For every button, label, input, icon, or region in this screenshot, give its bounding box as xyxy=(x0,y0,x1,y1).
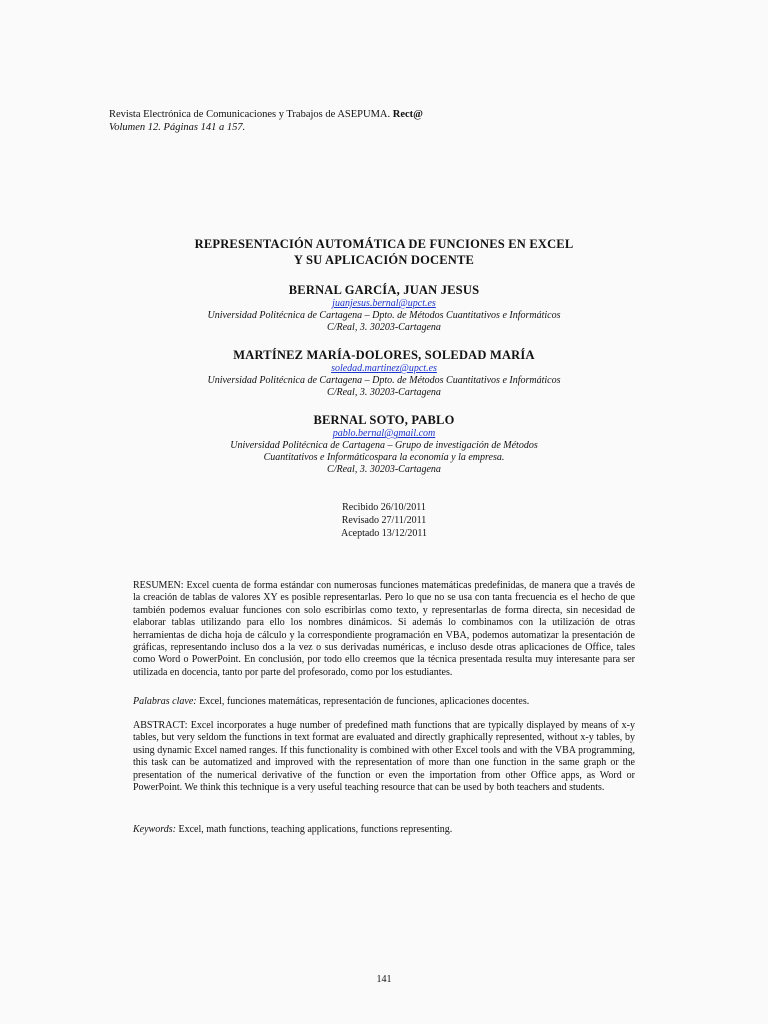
author-affiliation-line: Universidad Politécnica de Cartagena – Grupo de investigación de Métodos xyxy=(230,440,538,451)
palabras-clave-label: Palabras clave: xyxy=(133,696,197,707)
author-block-3 xyxy=(0,412,768,476)
author-email-link[interactable]: pablo.bernal@gmail.com xyxy=(332,428,436,439)
page-number: 141 xyxy=(376,974,392,985)
journal-line xyxy=(109,108,423,121)
title-line-1: REPRESENTACIÓN AUTOMÁTICA DE FUNCIONES EN EXCEL xyxy=(194,237,574,251)
author-name: BERNAL SOTO, PABLO xyxy=(313,413,455,427)
submission-dates xyxy=(0,501,768,540)
author-email-link[interactable]: soledad.martinez@upct.es xyxy=(331,363,437,374)
volume-line: Volumen 12. Páginas 141 a 157. xyxy=(109,122,246,133)
palabras-clave xyxy=(133,696,635,708)
keywords-text: Excel, math functions, teaching applications, functions representing. xyxy=(178,824,453,835)
author-address-line: C/Real, 3. 30203-Cartagena xyxy=(327,322,441,333)
keywords-label: Keywords: xyxy=(133,824,176,835)
author-name: BERNAL GARCÍA, JUAN JESUS xyxy=(288,283,480,297)
author-affiliation-line: Universidad Politécnica de Cartagena – Dpto. de Métodos Cuantitativos e Informáticos xyxy=(207,310,561,321)
author-block-1 xyxy=(0,282,768,334)
author-address-line: C/Real, 3. 30203-Cartagena xyxy=(327,464,441,475)
resumen-paragraph: RESUMEN: Excel cuenta de forma estándar con numerosas funciones matemáticas predefinidas, de manera que a través de la creación de tablas de valores XY es posible representarlas. Pero lo que no se usa con tanta frecuencia es el hecho de que también podemos evaluar funciones con solo escribirlas como texto, y representarlas de forma directa, sin necesidad de elaborar tablas utilizando para ello los nombres dinámicos. Si además lo combinamos con la utilización de otras herramientas de dicha hoja de cálculo y la correspondiente programación en VBA, podemos automatizar la presentación de gráficas, representando incluso dos a la vez o sus derivadas numéricas, e incluso desde otras aplicaciones de Office, tales como Word o PowerPoint. En conclusión, por todo ello creemos que la técnica presentada resulta muy interesante para ser utilizada en docencia, tanto por parte del profesorado, como por los estudiantes. xyxy=(133,580,635,678)
paper-title xyxy=(0,236,768,268)
received-date: Recibido 26/10/2011 xyxy=(342,502,426,513)
author-email-link[interactable]: juanjesus.bernal@upct.es xyxy=(332,298,436,309)
revised-date: Revisado 27/11/2011 xyxy=(341,515,427,526)
author-block-2 xyxy=(0,347,768,399)
author-affiliation-line: Universidad Politécnica de Cartagena – Dpto. de Métodos Cuantitativos e Informáticos xyxy=(207,375,561,386)
author-address-line: C/Real, 3. 30203-Cartagena xyxy=(327,387,441,398)
journal-header xyxy=(109,108,423,134)
abstract-paragraph: ABSTRACT: Excel incorporates a huge number of predefined math functions that are typically displayed by means of x-y tables, but very seldom the functions in text format are evaluated and directly graphically represented, without x-y tables, by using dynamic Excel named ranges. If this functionality is combined with other Excel tools and with the VBA programming, this task can be automatized and improved with the representation of more than one function in the same graph or the presentation of the numerical derivative of the function or even the importation from other Office apps, as Word or PowerPoint. We think this technique is a very useful teaching resource that can be used by both teachers and students. xyxy=(133,720,635,794)
journal-name: Revista Electrónica de Comunicaciones y Trabajos de ASEPUMA. xyxy=(109,109,391,120)
palabras-clave-text: Excel, funciones matemáticas, representación de funciones, aplicaciones docentes. xyxy=(199,696,530,707)
author-name: MARTÍNEZ MARÍA-DOLORES, SOLEDAD MARÍA xyxy=(233,348,535,362)
journal-brand: Rect@ xyxy=(392,109,423,120)
author-affiliation-line: Cuantitativos e Informáticospara la economía y la empresa. xyxy=(263,452,505,463)
accepted-date: Aceptado 13/12/2011 xyxy=(340,528,427,539)
keywords xyxy=(133,824,635,836)
title-line-2: Y SU APLICACIÓN DOCENTE xyxy=(293,253,475,267)
